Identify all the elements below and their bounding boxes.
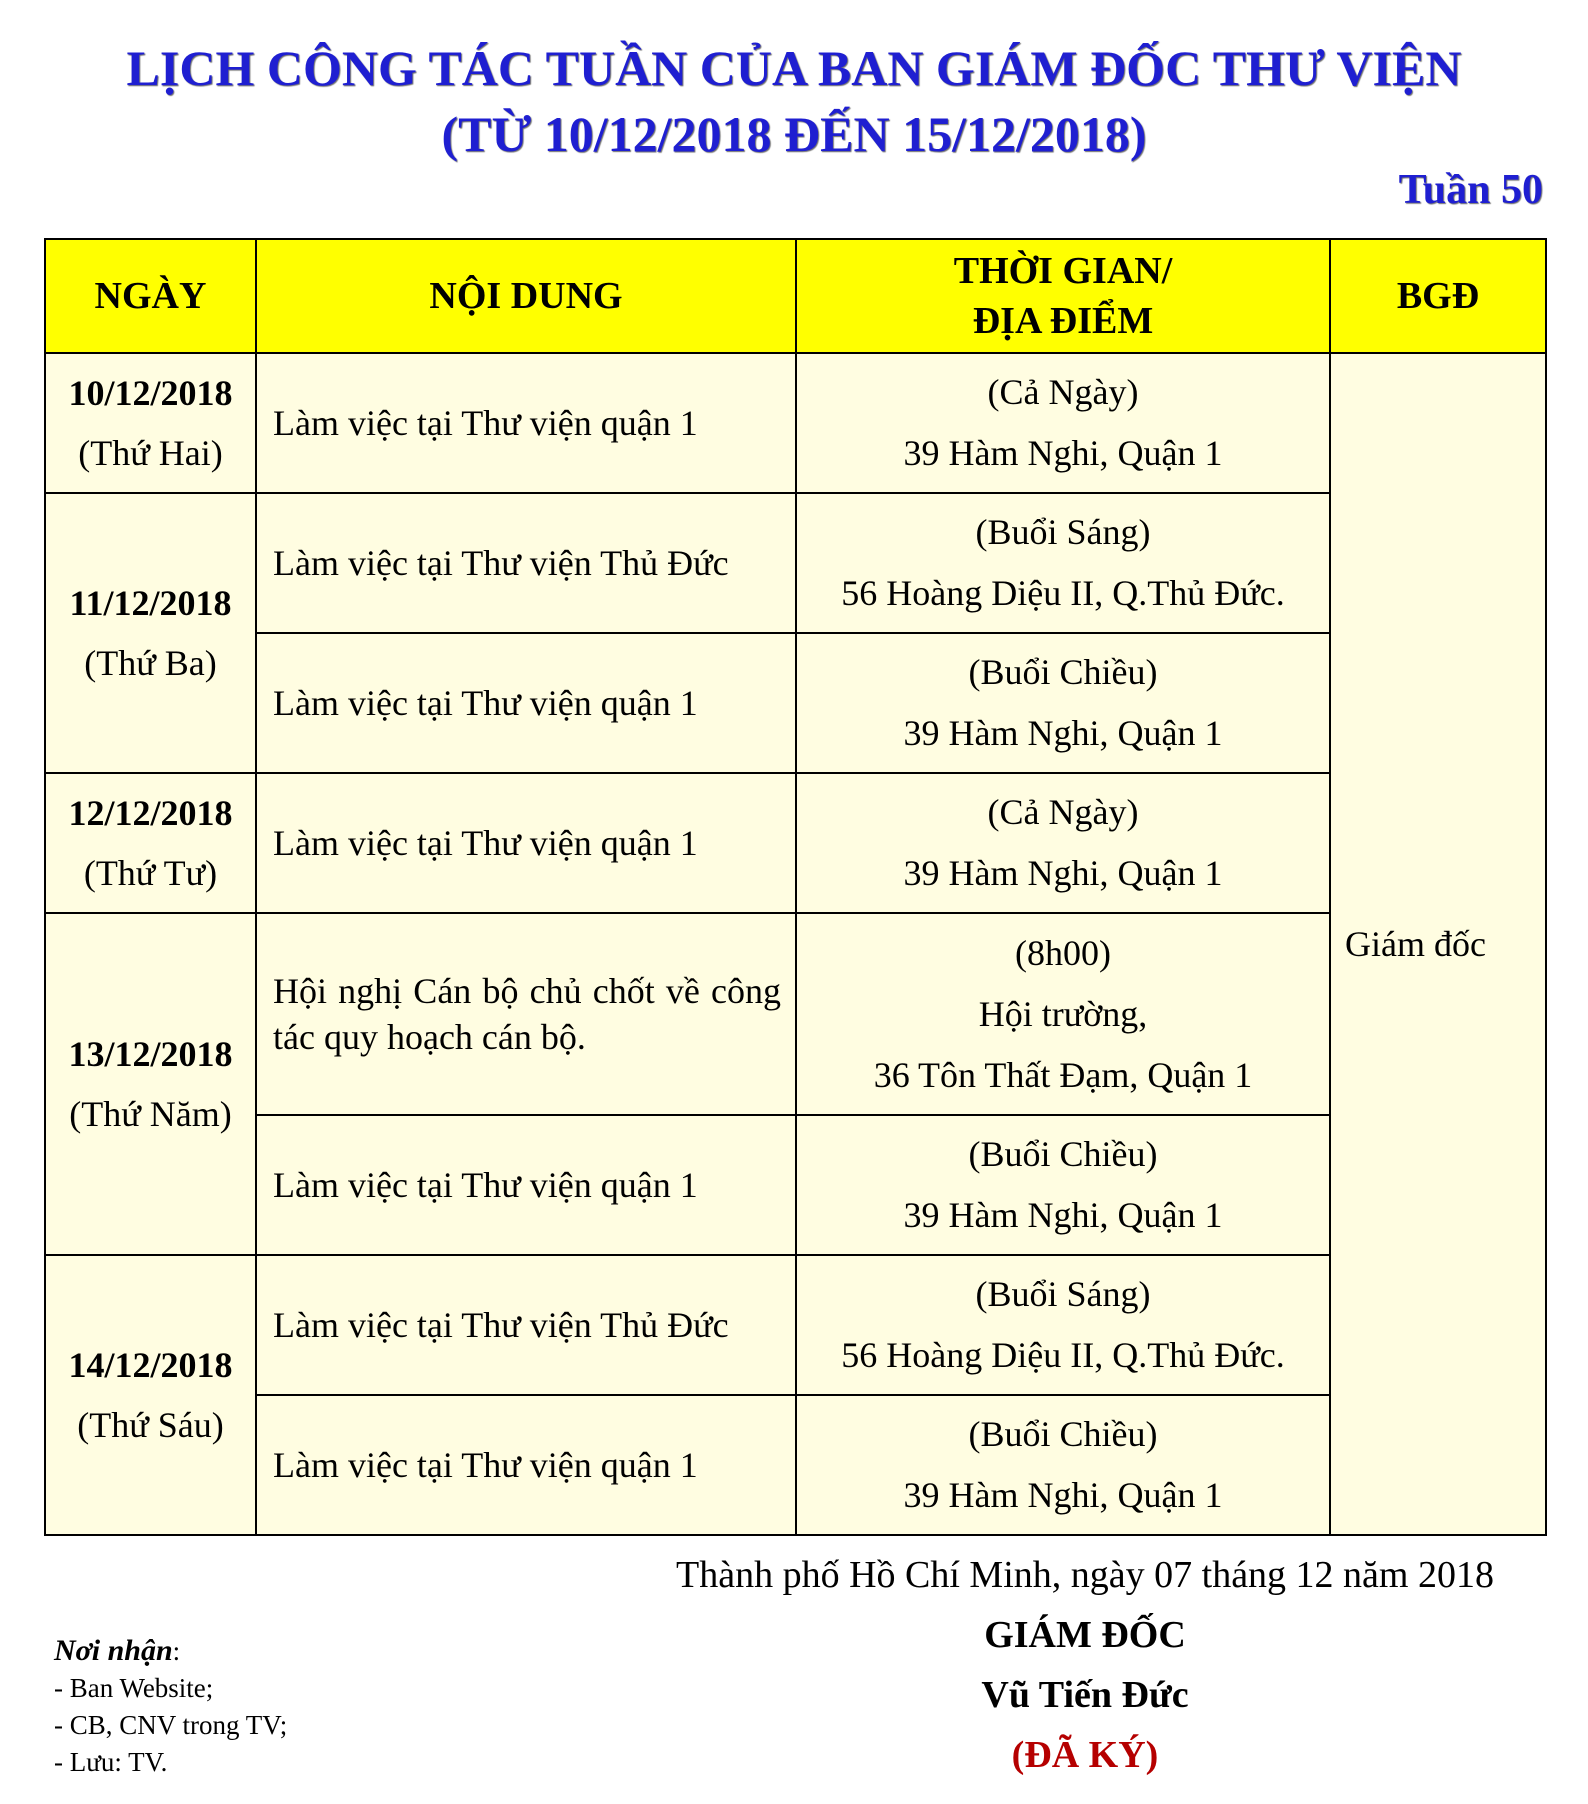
time-text: (Buổi Sáng) (975, 1274, 1151, 1314)
place-date-line: Thành phố Hồ Chí Minh, ngày 07 tháng 12 năm 2018 (676, 1554, 1494, 1596)
time-text: (Buổi Chiều) (968, 1134, 1158, 1174)
page-title-line2: (TỪ 10/12/2018 ĐẾN 15/12/2018) (441, 106, 1147, 162)
time-text: (Buổi Chiều) (968, 652, 1158, 692)
time-place-cell (796, 1395, 1330, 1535)
content-cell: Làm việc tại Thư viện quận 1 (256, 353, 796, 493)
day-date: 12/12/2018 (68, 793, 233, 833)
time-text: (Cả Ngày) (987, 792, 1139, 832)
day-cell (45, 493, 256, 773)
time-place-cell (796, 1115, 1330, 1255)
column-header-time-line: THỜI GIAN/ (953, 250, 1173, 292)
place-text: 39 Hàm Nghi, Quận 1 (903, 853, 1223, 893)
column-header-time-place (796, 239, 1330, 353)
column-header-content: NỘI DUNG (256, 239, 796, 353)
place-text: 36 Tôn Thất Đạm, Quận 1 (873, 1054, 1253, 1095)
content-cell: Làm việc tại Thư viện Thủ Đức (256, 1255, 796, 1395)
day-date: 10/12/2018 (68, 373, 233, 413)
table-row (45, 1395, 1546, 1535)
time-place-cell (796, 773, 1330, 913)
table-row (45, 1255, 1546, 1395)
place-text: 39 Hàm Nghi, Quận 1 (903, 1195, 1223, 1235)
content-cell: Làm việc tại Thư viện quận 1 (256, 773, 796, 913)
day-weekday: (Thứ Ba) (84, 643, 217, 683)
time-place-cell (796, 493, 1330, 633)
table-header-row (45, 239, 1546, 353)
day-date: 11/12/2018 (69, 583, 232, 623)
day-date: 13/12/2018 (68, 1034, 233, 1074)
time-place-cell (796, 913, 1330, 1115)
recipients-list (54, 1670, 287, 1781)
place-text: 39 Hàm Nghi, Quận 1 (903, 433, 1223, 473)
list-item: - Lưu: TV. (54, 1747, 168, 1777)
place-text: 56 Hoàng Diệu II, Q.Thủ Đức. (841, 573, 1285, 613)
list-item: - CB, CNV trong TV; (54, 1710, 288, 1740)
content-cell: Làm việc tại Thư viện quận 1 (256, 1395, 796, 1535)
time-text: (Buổi Chiều) (968, 1414, 1158, 1454)
day-cell (45, 1255, 256, 1535)
day-weekday: (Thứ Hai) (78, 433, 223, 473)
place-text: 39 Hàm Nghi, Quận 1 (903, 713, 1223, 753)
table-row (45, 773, 1546, 913)
time-text: (8h00) (1015, 932, 1111, 973)
table-row (45, 493, 1546, 633)
time-text: (Buổi Sáng) (975, 512, 1151, 552)
time-place-cell (796, 353, 1330, 493)
table-row (45, 1115, 1546, 1255)
recipients-block (54, 1632, 287, 1781)
day-weekday: (Thứ Tư) (83, 853, 218, 893)
bgd-cell: Giám đốc (1330, 353, 1546, 1535)
recipients-heading (54, 1632, 287, 1670)
recipients-label: Nơi nhận (54, 1634, 173, 1667)
signed-status: (ĐÃ KÝ) (1011, 1734, 1159, 1776)
content-text: Hội nghị Cán bộ chủ chốt về công tác quy hoạch cán bộ. (273, 971, 781, 1057)
day-date: 14/12/2018 (68, 1345, 233, 1385)
day-cell (45, 913, 256, 1255)
signer-name: Vũ Tiến Đức (981, 1674, 1189, 1716)
day-weekday: (Thứ Sáu) (77, 1405, 224, 1445)
content-cell: Làm việc tại Thư viện Thủ Đức (256, 493, 796, 633)
content-cell: Làm việc tại Thư viện quận 1 (256, 633, 796, 773)
list-item: - Ban Website; (54, 1673, 214, 1703)
day-weekday: (Thứ Năm) (69, 1094, 232, 1134)
content-cell (256, 913, 796, 1115)
place-text: 39 Hàm Nghi, Quận 1 (903, 1475, 1223, 1515)
day-cell (45, 773, 256, 913)
week-label: Tuần 50 (1398, 167, 1543, 213)
content-cell: Làm việc tại Thư viện quận 1 (256, 1115, 796, 1255)
signer-title: GIÁM ĐỐC (984, 1614, 1186, 1656)
place-text: 56 Hoàng Diệu II, Q.Thủ Đức. (841, 1335, 1285, 1375)
place-text: Hội trường, (978, 993, 1148, 1034)
time-place-cell (796, 633, 1330, 773)
column-header-place-line: ĐỊA ĐIỂM (972, 300, 1154, 342)
table-row (45, 353, 1546, 493)
day-cell (45, 353, 256, 493)
table-row (45, 633, 1546, 773)
table-row (45, 913, 1546, 1115)
column-header-bgd: BGĐ (1330, 239, 1546, 353)
page-title-line1: LỊCH CÔNG TÁC TUẦN CỦA BAN GIÁM ĐỐC THƯ VIỆN (126, 40, 1462, 96)
column-header-day: NGÀY (45, 239, 256, 353)
schedule-table (44, 238, 1547, 1536)
recipients-colon: : (172, 1636, 181, 1666)
time-place-cell (796, 1255, 1330, 1395)
time-text: (Cả Ngày) (987, 372, 1139, 412)
